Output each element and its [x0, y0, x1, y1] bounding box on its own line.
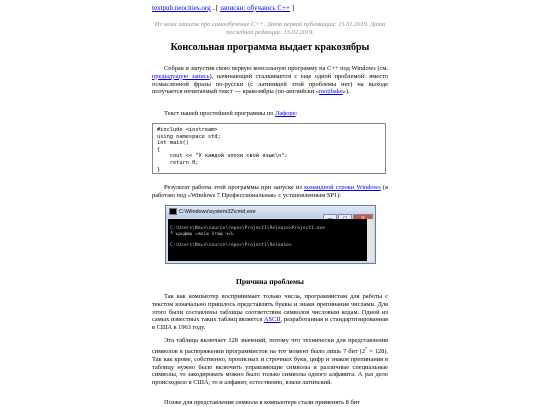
code-block: #include <iostream> using namespace std; int main() { cout << "У каждой эпохи свой язык\n"; return 0; } [152, 123, 386, 174]
cmd-link[interactable]: командной строки Windows [304, 184, 381, 191]
top-nav [152, 4, 388, 13]
code-intro-paragraph [152, 110, 388, 118]
result-intro-paragraph [152, 184, 388, 200]
cause-paragraph-3 [152, 399, 388, 407]
intro-text-3: »). [342, 88, 350, 96]
nav-separator: . [ [210, 4, 220, 12]
section-title: Причина проблемы [236, 277, 304, 286]
home-link[interactable]: textpub.neocities.org [152, 4, 211, 12]
cmd-window-screenshot [165, 205, 376, 264]
result-intro-text-1: Результат работы этой программы при запуске из [164, 184, 305, 191]
p4-text-1: Так как компьютер воспринимает только числа, программистам для работы с текстом изначально пришлось представлять буквы и знаки препинания числами. Для этого были составлены таблицы соответствия символов числовым кодам. Одной из самых известных таких таблиц является [152, 293, 388, 324]
lafore-link[interactable]: Лафоре [275, 110, 296, 117]
intro-text-2: ), начинающий сталкивается с еще одной проблемой: вместо осмысленной фразы по-русски (с латиницей этой проблемы нет) на выходе получается нечитаемый текст — кракозябры (по-английски « [152, 72, 388, 96]
page-title: Консольная программа выдает кракозябры [170, 42, 370, 53]
p5-text-1: Эта таблица включает 128 значений, потому что технически для представления символов в распоряжении программистов на тот момент было лишь 7 бит (2 [152, 337, 388, 355]
mojibake-link[interactable]: mojibake [319, 88, 343, 96]
code-intro-text-2: : [295, 110, 298, 117]
cause-paragraph-2 [152, 337, 388, 387]
section-link[interactable]: записки: обучаюсь C++ [219, 4, 290, 12]
cmd-scrollbar [367, 219, 373, 261]
cause-paragraph-1 [152, 293, 388, 332]
intro-text-1: Собрав и запустив свою первую консольную программу на C++ под Windows (см. [164, 65, 388, 72]
cmd-output: C:\Users\Илья\source\repos\Project1\Release>Project1.exe ╙ ърцфющ ¤яюїш ётющ ч√ъ C:\Users\Илья\source\repos\Project1\Release> [168, 219, 367, 261]
p5-text-2: = 128). Так как кроме, собственно, прописных и строчных букв, цифр и знаков препинания в таблицу нужно было включить управляющие символы и различные специальные символы, то закодировать можно было только символы одного алфавита. А раз дело происходило в США, то и алфавит, естественно, взяли латинский. [152, 347, 388, 387]
previous-post-link[interactable]: предыдущую запись [152, 72, 210, 80]
cmd-window-title: C:\Windows\system32\cmd.exe [179, 209, 256, 215]
p5-superscript: 7 [365, 345, 368, 351]
intro-paragraph [152, 65, 388, 96]
cmd-window-icon [169, 208, 177, 215]
ascii-link[interactable]: ASCII [263, 316, 281, 324]
nav-end: ] [289, 4, 295, 12]
p4-text-2: , разработанная и стандартизированная в США в 1963 году. [152, 316, 388, 332]
code-intro-text-1: Текст нашей простейшей программы по [164, 110, 275, 117]
p6-text-1: Позже для представления символа в компьютере стали применять 8 бит [164, 399, 360, 406]
publication-meta: Из моих записок про самообучение C++. Дата первой публикации: 15.01.2019. Дата последней редакции: 13.02.2019. [154, 21, 386, 36]
result-intro-text-2: (я работаю под «Windows 7 Профессиональная» с установленным SP1): [152, 184, 388, 199]
